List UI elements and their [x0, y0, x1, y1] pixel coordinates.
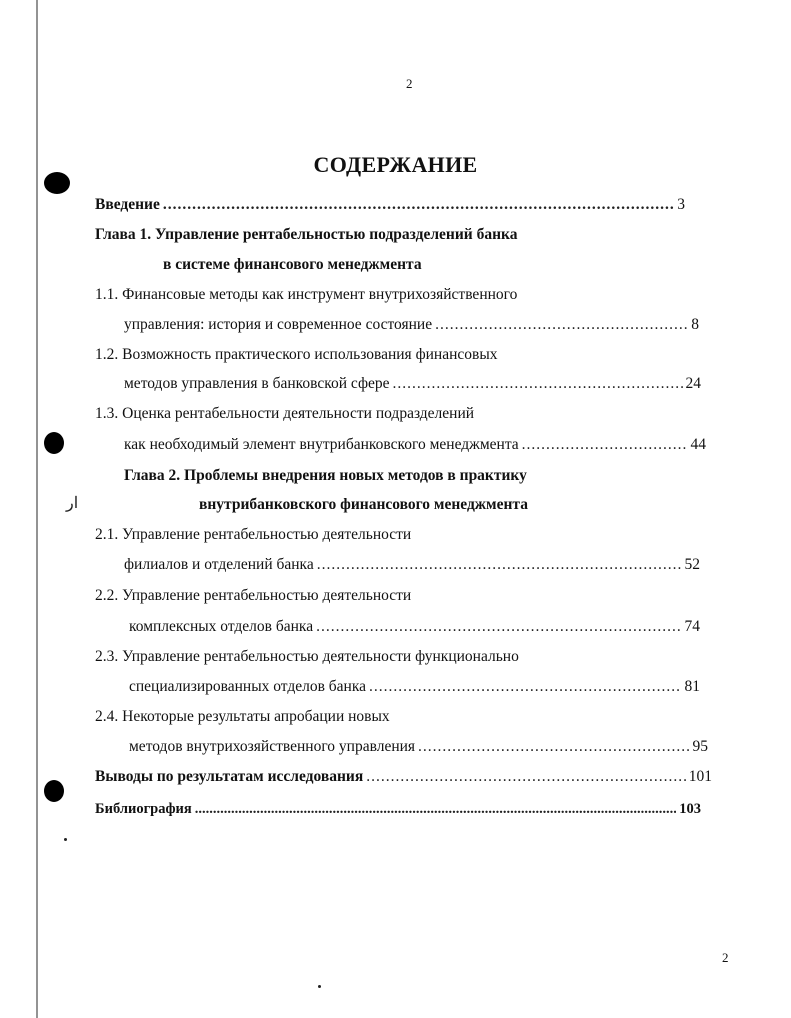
- toc-label: управления: история и современное состояние: [124, 316, 433, 333]
- punch-hole-middle: [44, 432, 64, 454]
- toc-label: специализированных отделов банка: [129, 678, 367, 695]
- page-title: СОДЕРЖАНИЕ: [313, 152, 478, 177]
- toc-entry-2-4: [129, 737, 708, 757]
- bottom-speck: [318, 985, 321, 988]
- leader-dots: [366, 767, 686, 787]
- toc-page: 24: [685, 375, 701, 392]
- section-1-3-line1: 1.3. Оценка рентабельности деятельности подразделений: [95, 405, 475, 422]
- section-1-1-line1: 1.1. Финансовые методы как инструмент внутрихозяйственного: [95, 286, 518, 303]
- chapter-2-title-line2: внутрибанковского финансового менеджмента: [199, 496, 528, 513]
- toc-entry-2-3: [129, 677, 700, 697]
- toc-page: 95: [692, 738, 708, 755]
- toc-label: Выводы по результатам исследования: [95, 768, 364, 785]
- chapter-2-title-line1: Глава 2. Проблемы внедрения новых методов в практику: [124, 467, 527, 484]
- toc-entry-bibliography: [95, 799, 701, 819]
- toc-page: 3: [677, 196, 685, 213]
- toc-page: 44: [690, 436, 706, 453]
- toc-label: Введение: [95, 196, 160, 213]
- leader-dots: [317, 555, 682, 575]
- toc-label: Библиография: [95, 801, 192, 817]
- punch-hole-top: [44, 172, 70, 194]
- chapter-1-title-line2: в системе финансового менеджмента: [163, 256, 422, 273]
- leader-dots: [195, 799, 677, 819]
- margin-mark: ار: [66, 495, 79, 512]
- toc-label: комплексных отделов банка: [129, 618, 314, 635]
- toc-entry-intro: [95, 195, 685, 215]
- toc-entry-2-1: [124, 555, 700, 575]
- leader-dots: [163, 195, 674, 215]
- toc-label: методов внутрихозяйственного управления: [129, 738, 416, 755]
- chapter-1-title-line1: Глава 1. Управление рентабельностью подразделений банка: [95, 226, 518, 243]
- leader-dots: [522, 435, 688, 455]
- margin-speck: [64, 838, 67, 841]
- toc-entry-1-1: [124, 315, 699, 335]
- toc-label: как необходимый элемент внутрибанковского менеджмента: [124, 436, 519, 453]
- toc-entry-2-2: [129, 617, 700, 637]
- toc-entry-conclusions: [95, 767, 712, 787]
- section-2-2-line1: 2.2. Управление рентабельностью деятельности: [95, 587, 412, 604]
- toc-page: 52: [684, 556, 700, 573]
- toc-label: филиалов и отделений банка: [124, 556, 314, 573]
- page-number-bottom: 2: [722, 950, 729, 965]
- section-2-4-line1: 2.4. Некоторые результаты апробации новых: [95, 708, 390, 725]
- leader-dots: [316, 617, 681, 637]
- toc-page: 74: [684, 618, 700, 635]
- toc-page: 101: [688, 768, 712, 785]
- toc-page: 81: [684, 678, 700, 695]
- leader-dots: [369, 677, 681, 697]
- toc-entry-1-3: [124, 435, 706, 455]
- toc-entry-1-2: [124, 374, 701, 394]
- section-2-3-line1: 2.3. Управление рентабельностью деятельности функционально: [95, 648, 519, 665]
- page-number-top: 2: [406, 76, 413, 91]
- toc-page: 8: [691, 316, 699, 333]
- section-1-2-line1: 1.2. Возможность практического использования финансовых: [95, 346, 498, 363]
- leader-dots: [435, 315, 688, 335]
- punch-hole-bottom: [44, 780, 64, 802]
- section-2-1-line1: 2.1. Управление рентабельностью деятельности: [95, 526, 412, 543]
- toc-page: 103: [679, 801, 701, 817]
- leader-dots: [393, 374, 683, 394]
- toc-label: методов управления в банковской сфере: [124, 375, 390, 392]
- leader-dots: [418, 737, 689, 757]
